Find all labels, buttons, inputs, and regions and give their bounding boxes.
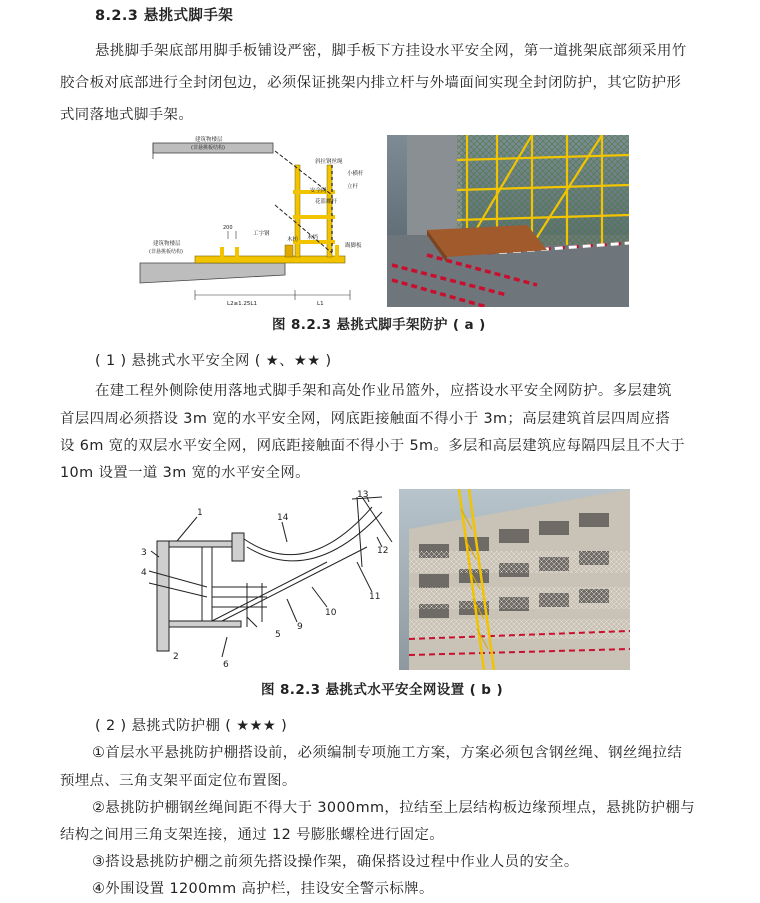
label-dim-200: 200: [223, 225, 233, 231]
label-i-beam: 工字钢: [253, 231, 270, 237]
label-flower-pull: 花篮螺杆: [315, 199, 338, 205]
label-bottom-floor: 建筑物楼层: [153, 241, 181, 247]
figure-a-diagram: [135, 135, 381, 307]
callout-11: 11: [369, 592, 381, 602]
section1-line-1: 在建工程外侧除使用落地式脚手架和高处作业吊篮外，应搭设水平安全网防护。多层建筑: [95, 383, 672, 399]
intro-line-2: 胶合板对底部进行全封闭包边，必须保证挑架内排立杆与外墙面间实现全封闭防护，其它防护形: [60, 75, 682, 91]
callout-14: 14: [277, 513, 289, 523]
label-bottom-floor-sub: (非悬挑板结构): [149, 249, 183, 255]
callout-1: 1: [197, 508, 203, 518]
callout-2: 2: [173, 652, 179, 662]
label-wood-block: 木枋: [287, 237, 299, 243]
callout-9: 9: [297, 622, 303, 632]
figure-a-rendering: [387, 135, 629, 307]
section1-heading: ( 1 ) 悬挑式水平安全网 ( ★、★★ ): [95, 353, 332, 369]
section2-item2-line1: ②悬挑防护棚钢丝绳间距不得大于 3000mm，拉结至上层结构板边缘预埋点，悬挑防护棚与: [92, 800, 696, 816]
section-heading: 8.2.3 悬挑式脚手架: [95, 8, 234, 24]
section1-line-4: 10m 设置一道 3m 宽的水平安全网。: [60, 465, 310, 481]
section2-heading: ( 2 ) 悬挑式防护棚 ( ★★★ ): [95, 718, 288, 734]
label-toe-board: 踢脚板: [345, 243, 362, 249]
callout-4: 4: [141, 568, 147, 578]
intro-line-3: 式同落地式脚手架。: [60, 107, 194, 123]
label-safety-net: 安全网: [310, 188, 327, 194]
section1-line-2: 首层四周必须搭设 3m 宽的水平安全网，网底距接触面不得小于 3m；高层建筑首层四周应搭: [60, 411, 671, 427]
figure-b-caption: 图 8.2.3 悬挑式水平安全网设置 ( b ): [261, 682, 504, 698]
section2-item2-line2: 结构之间用三角支架连接，通过 12 号膨胀螺栓进行固定。: [60, 827, 445, 843]
label-dim-l2: L2≥1.25L1: [227, 301, 257, 307]
section2-item4: ④外围设置 1200mm 高护栏，挂设安全警示标牌。: [92, 881, 434, 897]
label-top-floor: 建筑物楼层: [195, 137, 223, 143]
callout-12: 12: [377, 546, 389, 556]
label-board: 木挡: [307, 235, 319, 241]
callout-13: 13: [357, 490, 369, 500]
label-small-bar: 小横杆: [347, 171, 364, 177]
callout-10: 10: [325, 608, 337, 618]
label-top-floor-sub: (非悬挑板结构): [191, 145, 225, 151]
figure-b-photo: [399, 489, 630, 670]
section2-item3: ③搭设悬挑防护棚之前须先搭设操作架，确保搭设过程中作业人员的安全。: [92, 854, 579, 870]
label-upright: 立杆: [347, 184, 359, 190]
label-dim-l1: L1: [317, 301, 324, 307]
label-brace-rope: 斜拉钢丝绳: [315, 159, 343, 165]
callout-3: 3: [141, 548, 147, 558]
intro-line-1: 悬挑脚手架底部用脚手板铺设严密，脚手板下方挂设水平安全网，第一道挑架底部须采用竹: [95, 43, 687, 59]
callout-6: 6: [223, 660, 229, 670]
callout-5: 5: [275, 630, 281, 640]
section2-item1-line2: 预埋点、三角支架平面定位布置图。: [60, 773, 297, 789]
section2-item1-line1: ①首层水平悬挑防护棚搭设前，必须编制专项施工方案，方案必须包含钢丝绳、钢丝绳拉结: [92, 745, 683, 761]
figure-a-caption: 图 8.2.3 悬挑式脚手架防护 ( a ): [272, 317, 486, 333]
figure-b-diagram: [137, 487, 399, 670]
section1-line-3: 设 6m 宽的双层水平安全网，网底距接触面不得小于 5m。多层和高层建筑应每隔四层且不大于: [60, 438, 685, 454]
